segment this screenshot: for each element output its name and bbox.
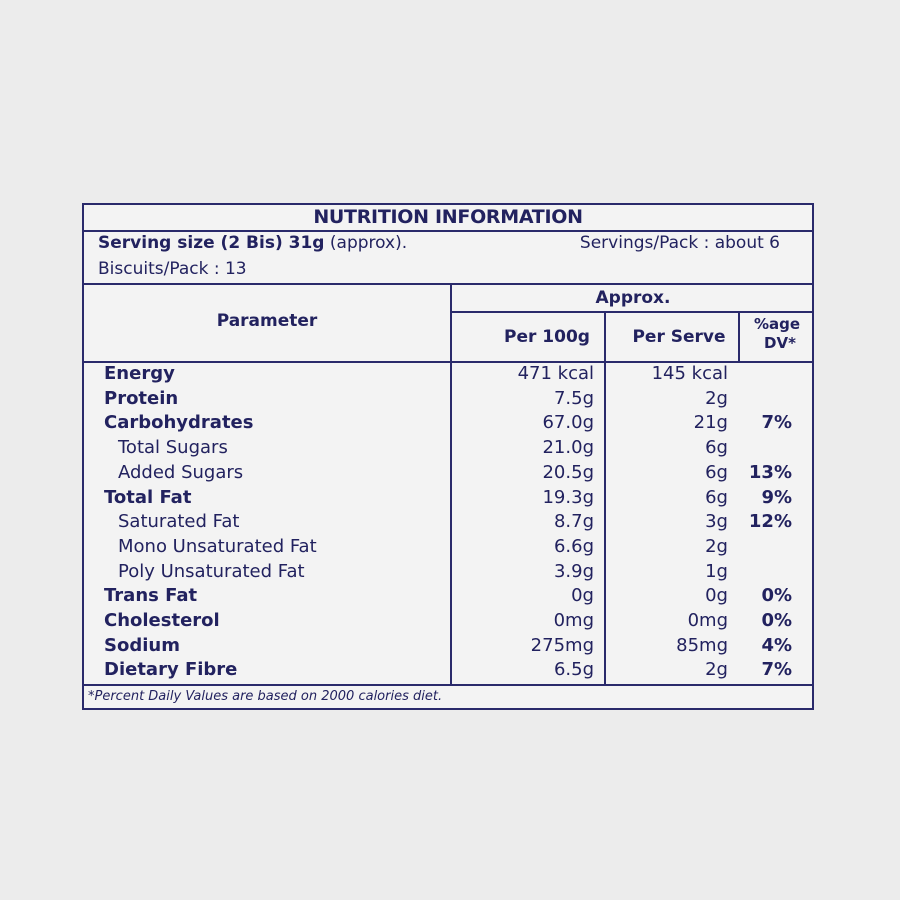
per-serve-value: 0mg [687,610,728,631]
dv-value: 7% [761,412,792,434]
table-row [84,486,812,511]
per-serve-value: 2g [705,535,728,557]
dv-value: 9% [761,486,792,508]
servings-per-pack: Servings/Pack : about 6 [579,233,780,253]
table-row [84,535,812,560]
table-row [84,560,812,585]
nutrition-table [82,203,814,710]
per-serve-value: 145 kcal [651,363,728,384]
per-100g-value: 20.5g [542,461,594,483]
per-100g-value: 6.5g [553,659,594,681]
per-serve-value: 0g [705,585,728,607]
per-serve-value: 6g [705,461,728,483]
per-serve-value: 2g [705,387,728,409]
nutrient-name: Saturated Fat [118,511,240,533]
dv-value: 4% [761,634,792,656]
table-title: NUTRITION INFORMATION [313,206,583,228]
per-serve-value: 3g [705,511,728,533]
table-row [84,411,812,436]
divider [450,311,814,313]
nutrient-name: Carbohydrates [104,412,254,434]
table-row [84,510,812,535]
nutrient-name: Sodium [104,634,180,656]
table-row [84,658,812,683]
table-row [84,461,812,486]
serving-size [98,232,407,254]
per-serve-value: 2g [705,659,728,681]
per-serve-value: 6g [705,486,728,508]
dv-header [740,315,814,353]
approx-header: Approx. [595,288,671,308]
per-serve-value: 1g [705,560,728,582]
table-row [84,436,812,461]
per-100g-value: 471 kcal [517,363,594,384]
nutrient-name: Total Fat [104,486,192,508]
divider [84,283,812,285]
dv-header-line2: DV* [764,334,796,352]
parameter-header: Parameter [216,311,318,331]
per-100g-value: 0g [571,585,594,607]
divider [84,684,812,686]
nutrient-name: Cholesterol [104,610,220,631]
footnote: *Percent Daily Values are based on 2000 calories diet. [88,689,443,704]
per-100g-value: 21.0g [542,437,594,459]
per-serve-header: Per Serve [632,327,726,347]
per-serve-value: 85mg [676,634,728,656]
per-serve-value: 6g [705,437,728,459]
per-100g-value: 275mg [530,634,594,656]
dv-value: 13% [748,461,792,483]
per-100g-value: 67.0g [542,412,594,434]
nutrient-name: Poly Unsaturated Fat [118,560,305,582]
dv-value: 0% [761,585,792,607]
nutrient-name: Added Sugars [118,461,244,483]
nutrient-name: Dietary Fibre [104,659,238,681]
biscuits-per-pack: Biscuits/Pack : 13 [98,259,247,279]
serving-size-label: Serving size (2 Bis) 31g [98,233,325,253]
per-100g-value: 19.3g [542,486,594,508]
table-row [84,584,812,609]
dv-value: 7% [761,659,792,681]
per-100g-value: 8.7g [553,511,594,533]
per-100g-value: 7.5g [553,387,594,409]
serving-size-note: (approx). [329,233,408,253]
nutrient-name: Energy [104,363,175,384]
table-row [84,362,812,387]
dv-value: 12% [748,511,792,533]
dv-value: 0% [761,610,792,631]
per-100g-header: Per 100g [504,327,590,347]
nutrient-name: Trans Fat [104,585,198,607]
table-row [84,609,812,634]
dv-header-line1: %age [753,315,801,333]
nutrient-name: Total Sugars [118,437,228,459]
per-serve-value: 21g [693,412,728,434]
table-row [84,634,812,659]
table-row [84,387,812,412]
nutrient-name: Protein [104,387,179,409]
per-100g-value: 3.9g [553,560,594,582]
nutrient-name: Mono Unsaturated Fat [118,535,317,557]
per-100g-value: 0mg [553,610,594,631]
per-100g-value: 6.6g [553,535,594,557]
